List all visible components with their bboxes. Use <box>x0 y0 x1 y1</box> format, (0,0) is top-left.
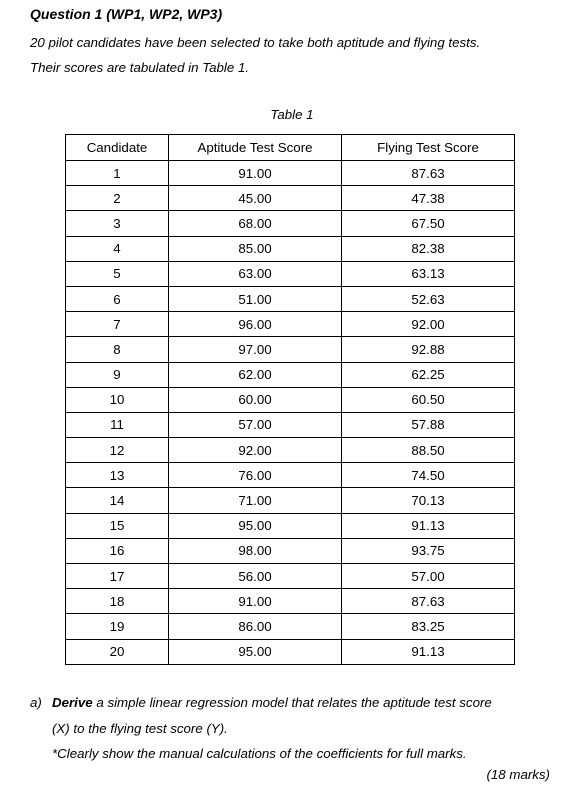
table-row <box>66 488 515 513</box>
part-a-verb: Derive <box>52 695 93 710</box>
question-intro <box>30 30 570 80</box>
cell-aptitude: 92.00 <box>169 438 342 463</box>
part-a-line-1-text: a simple linear regression model that relates the aptitude test score <box>92 695 492 710</box>
table-row <box>66 589 515 614</box>
cell-aptitude: 60.00 <box>169 387 342 412</box>
cell-candidate: 15 <box>66 513 169 538</box>
table-row <box>66 161 515 186</box>
part-a-line-2: (X) to the flying test score (Y). <box>52 720 228 736</box>
cell-aptitude: 71.00 <box>169 488 342 513</box>
cell-flying: 74.50 <box>342 463 515 488</box>
cell-flying: 82.38 <box>342 236 515 261</box>
cell-candidate: 2 <box>66 186 169 211</box>
table-row <box>66 412 515 437</box>
cell-aptitude: 98.00 <box>169 538 342 563</box>
cell-candidate: 1 <box>66 161 169 186</box>
cell-aptitude: 91.00 <box>169 589 342 614</box>
cell-aptitude: 56.00 <box>169 564 342 589</box>
cell-candidate: 3 <box>66 211 169 236</box>
table-body <box>66 161 515 665</box>
cell-flying: 88.50 <box>342 438 515 463</box>
cell-aptitude: 95.00 <box>169 639 342 664</box>
cell-aptitude: 57.00 <box>169 412 342 437</box>
cell-flying: 57.88 <box>342 412 515 437</box>
question-title: Question 1 (WP1, WP2, WP3) <box>30 6 223 22</box>
scores-table <box>65 134 515 665</box>
part-a-instruction <box>52 690 492 716</box>
cell-candidate: 14 <box>66 488 169 513</box>
part-a-line-1 <box>30 690 560 716</box>
cell-flying: 63.13 <box>342 261 515 286</box>
table-caption <box>0 107 588 122</box>
intro-line-1: 20 pilot candidates have been selected to take both aptitude and flying tests. <box>30 35 481 50</box>
table-row <box>66 513 515 538</box>
cell-flying: 91.13 <box>342 513 515 538</box>
cell-candidate: 13 <box>66 463 169 488</box>
cell-aptitude: 96.00 <box>169 312 342 337</box>
cell-flying: 92.88 <box>342 337 515 362</box>
cell-candidate: 5 <box>66 261 169 286</box>
marks-label: (18 marks) <box>486 767 550 782</box>
cell-aptitude: 63.00 <box>169 261 342 286</box>
cell-aptitude: 95.00 <box>169 513 342 538</box>
cell-aptitude: 76.00 <box>169 463 342 488</box>
table-row <box>66 186 515 211</box>
cell-aptitude: 91.00 <box>169 161 342 186</box>
table-row <box>66 236 515 261</box>
cell-candidate: 8 <box>66 337 169 362</box>
table-caption-text: Table 1 <box>270 107 314 122</box>
cell-candidate: 10 <box>66 387 169 412</box>
table-row <box>66 362 515 387</box>
cell-candidate: 19 <box>66 614 169 639</box>
cell-flying: 87.63 <box>342 161 515 186</box>
intro-line-2: Their scores are tabulated in Table 1. <box>30 60 250 75</box>
cell-flying: 70.13 <box>342 488 515 513</box>
cell-candidate: 17 <box>66 564 169 589</box>
table-row <box>66 211 515 236</box>
cell-candidate: 12 <box>66 438 169 463</box>
cell-aptitude: 45.00 <box>169 186 342 211</box>
cell-candidate: 18 <box>66 589 169 614</box>
header-candidate: Candidate <box>66 135 169 161</box>
cell-flying: 62.25 <box>342 362 515 387</box>
table-row <box>66 614 515 639</box>
table-row <box>66 438 515 463</box>
cell-flying: 57.00 <box>342 564 515 589</box>
cell-flying: 91.13 <box>342 639 515 664</box>
cell-aptitude: 85.00 <box>169 236 342 261</box>
cell-flying: 47.38 <box>342 186 515 211</box>
cell-candidate: 4 <box>66 236 169 261</box>
cell-flying: 92.00 <box>342 312 515 337</box>
table-row <box>66 387 515 412</box>
cell-flying: 83.25 <box>342 614 515 639</box>
cell-aptitude: 62.00 <box>169 362 342 387</box>
cell-flying: 93.75 <box>342 538 515 563</box>
cell-candidate: 9 <box>66 362 169 387</box>
part-a-line-3: *Clearly show the manual calculations of the coefficients for full marks. <box>52 746 467 761</box>
header-flying: Flying Test Score <box>342 135 515 161</box>
cell-aptitude: 97.00 <box>169 337 342 362</box>
part-a <box>30 690 560 767</box>
table-row <box>66 337 515 362</box>
cell-flying: 60.50 <box>342 387 515 412</box>
cell-aptitude: 68.00 <box>169 211 342 236</box>
table-row <box>66 261 515 286</box>
cell-flying: 67.50 <box>342 211 515 236</box>
part-a-marker: a) <box>30 695 42 710</box>
cell-flying: 87.63 <box>342 589 515 614</box>
table-row <box>66 463 515 488</box>
cell-candidate: 7 <box>66 312 169 337</box>
table-row <box>66 312 515 337</box>
cell-candidate: 16 <box>66 538 169 563</box>
header-aptitude: Aptitude Test Score <box>169 135 342 161</box>
cell-aptitude: 51.00 <box>169 286 342 311</box>
table-row <box>66 538 515 563</box>
cell-candidate: 6 <box>66 286 169 311</box>
cell-candidate: 11 <box>66 412 169 437</box>
cell-candidate: 20 <box>66 639 169 664</box>
table-row <box>66 564 515 589</box>
cell-flying: 52.63 <box>342 286 515 311</box>
table-row <box>66 639 515 664</box>
table-row <box>66 286 515 311</box>
table-header-row <box>66 135 515 161</box>
cell-aptitude: 86.00 <box>169 614 342 639</box>
